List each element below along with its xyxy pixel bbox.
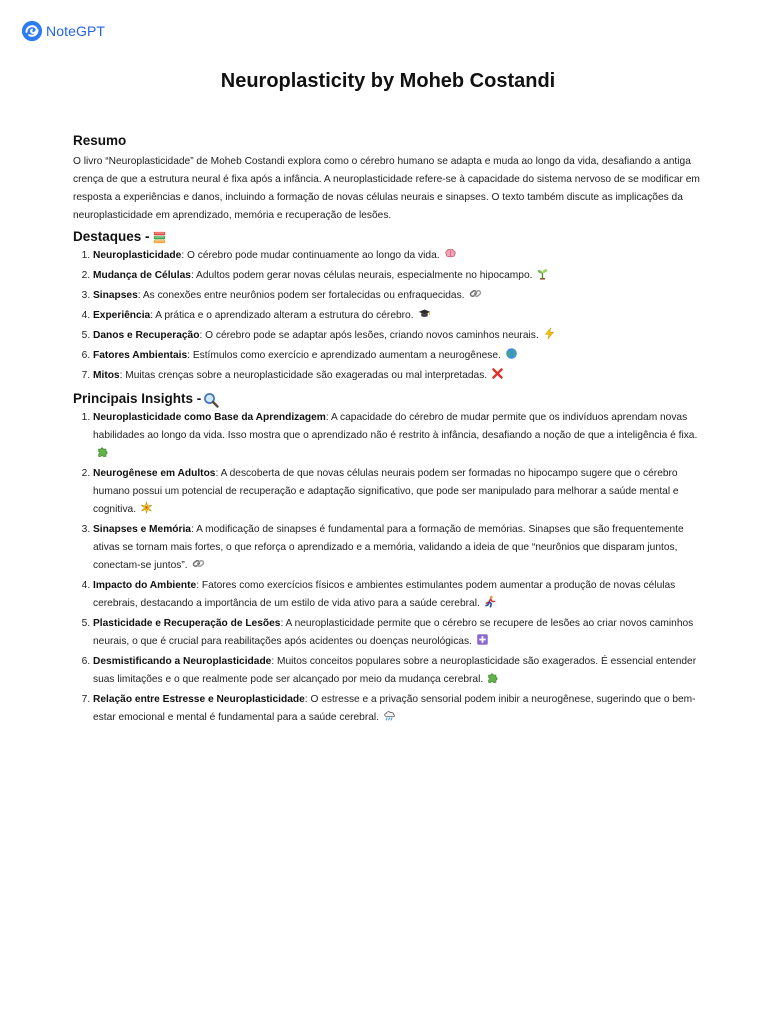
- globe-icon: [505, 347, 518, 367]
- highlight-item-term: Mudança de Células: [93, 270, 191, 281]
- insight-item-text: : A neuroplasticidade permite que o cérebro se recupere de lesões ao criar novos caminhos neurais, o que é crucial para reabilitações após acidentes ou doenças neurológicas.: [93, 618, 694, 647]
- highlight-item-text: : O cérebro pode mudar continuamente ao longo da vida.: [181, 250, 440, 261]
- insight-item-term: Desmistificando a Neuroplasticidade: [93, 656, 272, 667]
- insight-item-term: Neuroplasticidade como Base da Aprendizagem: [93, 412, 326, 423]
- magnifier-icon: [203, 392, 218, 407]
- insight-item: [93, 653, 703, 691]
- highlight-item-term: Danos e Recuperação: [93, 330, 200, 341]
- brain-icon: [444, 247, 457, 267]
- highlights-heading-label: Destaques -: [73, 229, 150, 244]
- highlight-item: [93, 267, 703, 287]
- books-icon: [152, 230, 167, 245]
- highlight-item-text: : As conexões entre neurônios podem ser fortalecidas ou enfraquecidas.: [137, 290, 465, 301]
- document-title: Neuroplasticity by Moheb Costandi: [220, 70, 556, 92]
- highlight-item: [93, 327, 703, 347]
- insight-item-text: : A descoberta de que novas células neurais podem ser formadas no hipocampo sugere que o cérebro humano possui um potencial de recuperação e adaptação significativo, que pode ser manipulado para melhorar a saúde mental e cognitiva.: [93, 468, 679, 515]
- graduation-cap-icon: [418, 307, 431, 327]
- puzzle-icon: [97, 445, 110, 465]
- summary-text: O livro “Neuroplasticidade” de Moheb Costandi explora como o cérebro humano se adapta e muda ao longo da vida, desafiando a antiga crença de que a estrutura neural é fixa após a infância. A neuroplasticidade refere-se à capacidade do sistema nervoso de se modificar em resposta a experiências e danos, incluindo a formação de novas células neurais e sinapses. O texto também discute as implicações da neuroplasticidade em aprendizado, memória e recuperação de lesões.: [73, 156, 700, 221]
- cloud-rain-icon: [383, 709, 396, 729]
- sparkle-icon: [140, 501, 153, 521]
- summary-heading: Resumo: [73, 133, 127, 148]
- insight-item: [93, 577, 703, 615]
- highlight-item-term: Sinapses: [93, 290, 138, 301]
- seedling-icon: [536, 267, 549, 287]
- runner-icon: [484, 595, 497, 615]
- highlight-item-text: : A prática e o aprendizado alteram a estrutura do cérebro.: [150, 310, 414, 321]
- highlight-item: [93, 287, 703, 307]
- insight-item: [93, 615, 703, 653]
- link-icon: [192, 557, 205, 577]
- puzzle-icon: [487, 671, 500, 691]
- lightning-icon: [543, 327, 556, 347]
- insight-item-term: Neurogênese em Adultos: [93, 468, 216, 479]
- insight-item-text: : A capacidade do cérebro de mudar permite que os indivíduos aprendam novas habilidades ao longo da vida. Isso mostra que o aprendizado não é restrito à infância, desafiando a noção de que a inteligência é fixa.: [93, 412, 698, 441]
- insights-heading: [73, 390, 703, 408]
- highlight-item-term: Experiência: [93, 310, 151, 321]
- insight-item: [93, 691, 703, 729]
- highlight-item-term: Neuroplasticidade: [93, 250, 182, 261]
- insights-list: [73, 409, 703, 729]
- highlight-item: [93, 247, 703, 267]
- notegpt-logo-icon: [21, 20, 43, 42]
- insight-item-text: : A modificação de sinapses é fundamental para a formação de memórias. Sinapses que são frequentemente ativas se tornam mais fortes, o que reforça o aprendizado e a memória, validando a ideia de que “neurônios que disparam juntos, conectam-se juntos”.: [93, 524, 684, 571]
- cross-mark-icon: [491, 367, 504, 387]
- highlight-item: [93, 307, 703, 327]
- highlight-item: [93, 347, 703, 367]
- highlights-heading: [73, 228, 703, 246]
- insight-item-term: Impacto do Ambiente: [93, 580, 197, 591]
- highlight-item-text: : O cérebro pode se adaptar após lesões, criando novos caminhos neurais.: [199, 330, 539, 341]
- highlight-item-text: : Adultos podem gerar novas células neurais, especialmente no hipocampo.: [190, 270, 533, 281]
- insight-item: [93, 521, 703, 577]
- highlight-item-text: : Estímulos como exercício e aprendizado aumentam a neurogênese.: [187, 350, 501, 361]
- insight-item-term: Sinapses e Memória: [93, 524, 191, 535]
- link-icon: [469, 287, 482, 307]
- highlight-item-term: Mitos: [93, 370, 120, 381]
- insight-item: [93, 465, 703, 521]
- insight-item-term: Relação entre Estresse e Neuroplasticidade: [93, 694, 305, 705]
- insights-heading-label: Principais Insights -: [73, 391, 202, 406]
- highlight-item-term: Fatores Ambientais: [93, 350, 188, 361]
- highlight-item: [93, 367, 703, 387]
- highlights-list: [73, 247, 703, 387]
- brand-name: NoteGPT: [46, 23, 106, 39]
- medical-icon: [476, 633, 489, 653]
- brand-logo: [21, 20, 105, 42]
- insight-item-text: : Muitos conceitos populares sobre a neuroplasticidade são exagerados. É essencial entender suas limitações e o que realmente pode ser alcançado por meio da mudança cerebral.: [93, 656, 697, 685]
- insight-item: [93, 409, 703, 465]
- document: [73, 68, 703, 729]
- insight-item-term: Plasticidade e Recuperação de Lesões: [93, 618, 281, 629]
- insight-item-text: : Fatores como exercícios físicos e ambientes estimulantes podem aumentar a produção de novas células cerebrais, destacando a importância de um estilo de vida ativo para a saúde cerebral.: [93, 580, 676, 609]
- highlight-item-text: : Muitas crenças sobre a neuroplasticidade são exageradas ou mal interpretadas.: [119, 370, 488, 381]
- insight-item-text: : O estresse e a privação sensorial podem inibir a neurogênese, sugerindo que o bem-estar emocional e mental é fundamental para a saúde cerebral.: [93, 694, 696, 723]
